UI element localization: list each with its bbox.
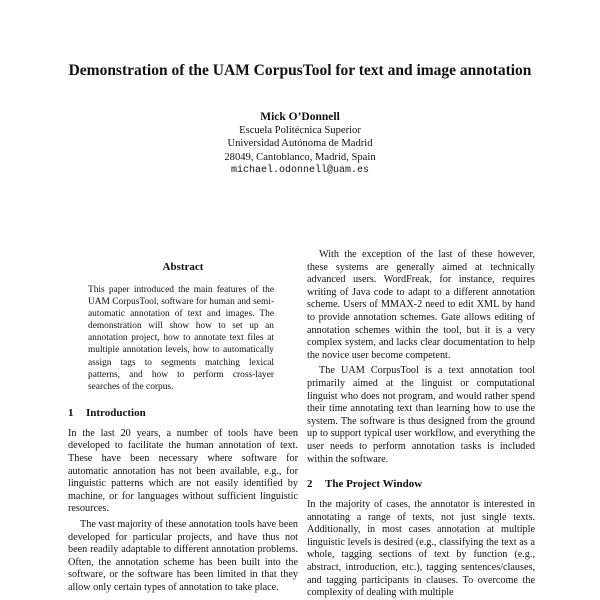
author-name: Mick O’Donnell bbox=[260, 111, 340, 123]
section-2-title: The Project Window bbox=[325, 478, 423, 491]
left-column bbox=[68, 261, 298, 595]
author-affiliation-school: Escuela Politécnica Superior bbox=[239, 125, 361, 137]
paper-title: Demonstration of the UAM CorpusTool for text and image annotation bbox=[68, 62, 532, 79]
section-2-heading bbox=[307, 478, 535, 490]
section-2-number: 2 bbox=[307, 478, 313, 491]
abstract-text: This paper introduced the main features of the UAM CorpusTool, software for human and semi-automatic annotation of text and images. The demonstration will show how to set up an annotation project, how to annotate text files at multiple annotation levels, how to automatically assign tags to segments matching lexical patterns, and how to perform cross-layer searches of the corpus. bbox=[88, 285, 274, 392]
author-block bbox=[0, 111, 600, 177]
section-1-number: 1 bbox=[68, 406, 74, 419]
author-affiliation-university: Universidad Autónoma de Madrid bbox=[227, 138, 373, 150]
author-email: michael.odonnell@uam.es bbox=[230, 164, 370, 176]
right-paragraph-1: With the exception of the last of these however, these systems are generally aimed at technically advanced users. WordFreak, for instance, requires writing of Java code to adapt to a different annotation scheme. Users of MMAX-2 need to edit XML by hand to provide annotation schemes. Gate allows editing of annotation schemes within the tool, but it is a very complex system, and lacks clear documentation to help the novice user become competent. bbox=[307, 249, 535, 361]
author-address: 28049, Cantoblanco, Madrid, Spain bbox=[224, 151, 376, 163]
section-1-heading bbox=[68, 407, 298, 419]
intro-paragraph-1: In the last 20 years, a number of tools have been developed to facilitate the human annotation of text. These have been necessary where software for automatic annotation has not been available, e.g., for linguistic patterns which are not easily identified by machine, or for languages without sufficient linguistic resources. bbox=[68, 427, 298, 515]
section-1-title: Introduction bbox=[86, 406, 146, 419]
intro-paragraph-2: The vast majority of these annotation tools have been developed for particular projects, and have thus not been readily adaptable to different annotation problems. Often, the annotation scheme has been built into the software, or the software has been limited in that they allow only certain types of annotation to take place. bbox=[68, 519, 298, 593]
right-column bbox=[307, 249, 535, 600]
right-paragraph-2: The UAM CorpusTool is a text annotation tool primarily aimed at the linguist or computational linguist who does not program, and would rather spend their time annotating text than learning how to use the system. The software is thus designed from the ground up to support typical user workflow, and everything the user needs to perform annotation tasks is included within the software. bbox=[307, 365, 535, 465]
abstract-heading: Abstract bbox=[162, 261, 204, 273]
project-window-paragraph-1: In the majority of cases, the annotator is interested in annotating a range of texts, not just single texts. Additionally, in most cases annotation at multiple linguistic levels is desired (e.g., classifying the text as a whole, tagging sections of text by function (e.g., abstract, introduction, etc.), tagging sentences/clauses, and tagging participants in clauses. To overcome the complexity of dealing with multiple bbox=[307, 499, 535, 599]
